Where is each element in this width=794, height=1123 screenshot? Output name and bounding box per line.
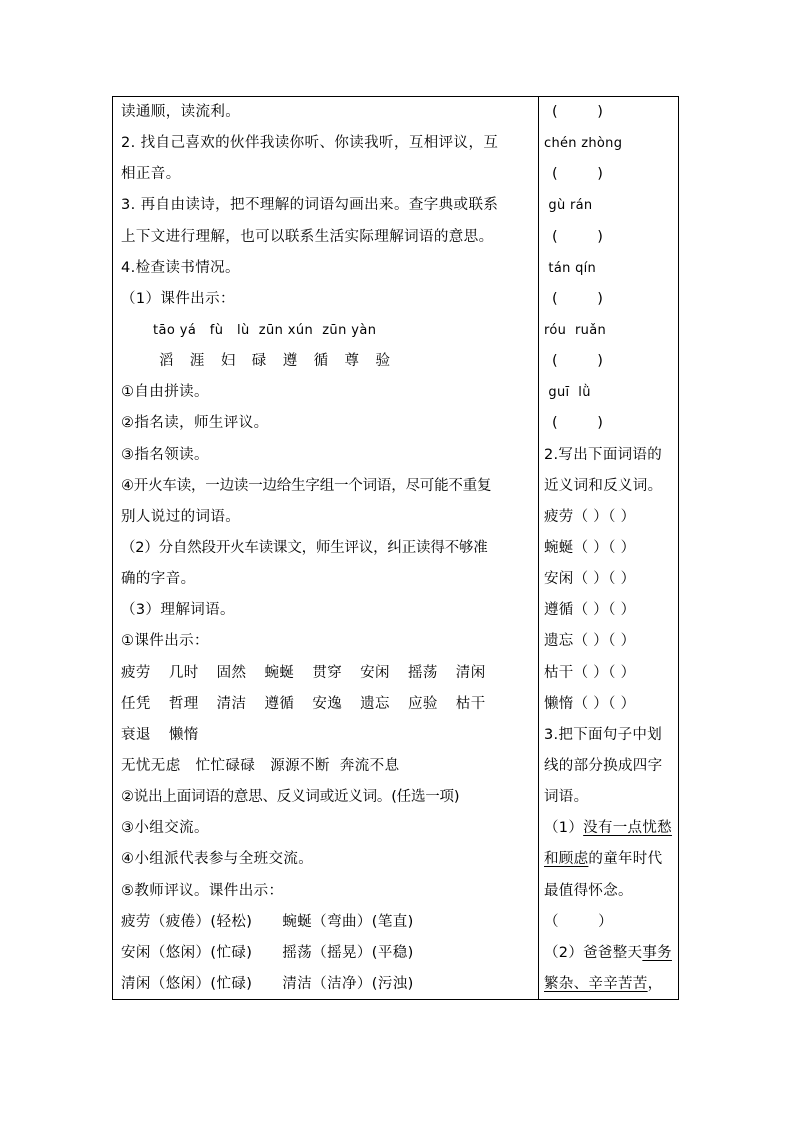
word: 衰退 (121, 726, 151, 743)
text-line: 读通顺，读流利。 (121, 104, 241, 120)
item-number: （1） (544, 820, 584, 837)
pinyin-line: tāo yá fù lù zūn xún zūn yàn (153, 322, 377, 338)
word: 固然 (216, 664, 247, 681)
word: 摇荡 (407, 664, 438, 681)
pinyin-line: gù rán (544, 198, 593, 214)
sentence-text: 的童年时代 (588, 851, 663, 868)
word: 疲劳 (121, 664, 151, 681)
character: 妇 (220, 353, 236, 370)
character: 碌 (251, 353, 267, 370)
answer-line: 疲劳（疲倦）(轻松) 蜿蜒（弯曲）(笔直) (121, 913, 414, 930)
text-line: 近义词和反义词。 (544, 477, 663, 494)
lesson-table (112, 96, 679, 1000)
underlined-text: 事务 (642, 944, 672, 961)
answer-blank: ( ) (552, 104, 604, 120)
underlined-text: 没有一点忧愁 (583, 820, 672, 837)
exercise-item: 疲劳（ ）（ ） (544, 508, 636, 525)
sentence-line (544, 813, 678, 844)
exercise-item: 遗忘（ ）（ ） (544, 633, 636, 650)
word: 清洁 (216, 695, 247, 712)
word: 贯穿 (312, 664, 343, 681)
word-list-line (121, 720, 533, 751)
exercise-item: 安闲（ ）（ ） (544, 571, 636, 588)
answer-blank: ( ) (552, 290, 604, 307)
character: 尊 (344, 353, 360, 370)
text-line: 2.写出下面词语的 (544, 446, 663, 463)
text-line: 最值得怀念。 (544, 882, 633, 899)
text-line: 3.把下面句子中划 (544, 726, 663, 743)
exercise-item: 遵循（ ）（ ） (544, 602, 636, 619)
answer-blank: ( ) (552, 166, 604, 183)
word-list-line (121, 689, 533, 720)
word: 应验 (407, 695, 438, 712)
word: 清闲 (455, 664, 486, 681)
text-line: ④小组派代表参与全班交流。 (121, 851, 314, 868)
text-line: ①自由拼读。 (121, 384, 209, 401)
text-line: ②指名读，师生评议。 (121, 415, 269, 432)
text-line: 线的部分换成四字 (544, 757, 663, 774)
text-line: （1）课件出示： (121, 290, 235, 307)
text-line: （3）理解词语。 (121, 602, 235, 619)
sentence-line (544, 844, 678, 875)
word: 蜿蜒 (264, 664, 295, 681)
underlined-text: 和顾虑 (544, 851, 589, 868)
text-line: 上下文进行理解，也可以联系生活实际理解词语的意思。 (121, 228, 494, 245)
text-line: ③小组交流。 (121, 820, 209, 837)
sentence-text: （2）爸爸整天 (544, 944, 643, 961)
characters-line (121, 346, 533, 377)
pinyin-line: tán qín (544, 260, 597, 276)
word-list-line (121, 658, 533, 689)
exercise-item: 枯干（ ）（ ） (544, 664, 636, 681)
text-line: ②说出上面词语的意思、反义词或近义词。(任选一项) (121, 789, 460, 806)
underlined-text: 繁杂、辛辛苦苦 (544, 975, 648, 992)
answer-blank: ( ) (552, 415, 604, 432)
answer-line: 安闲（悠闲）(忙碌) 摇荡（摇晃）(平稳) (121, 944, 414, 961)
text-line: ③指名领读。 (121, 446, 209, 463)
column-divider (538, 97, 539, 999)
word: 懒惰 (168, 726, 199, 743)
answer-blank: （ ） (544, 913, 613, 930)
word: 遵循 (264, 695, 295, 712)
word: 遗忘 (360, 695, 390, 712)
teaching-process-column (121, 97, 533, 1000)
text-line: ④开火车读，一边读一边给生字组一个词语，尽可能不重复 (121, 477, 492, 494)
character: 验 (375, 353, 391, 370)
word: 安逸 (312, 695, 343, 712)
exercise-column (544, 97, 678, 1000)
text-line: 相正音。 (121, 166, 181, 183)
character: 循 (313, 353, 329, 370)
word: 枯干 (455, 695, 486, 712)
character: 涯 (189, 353, 205, 370)
text-line: ①课件出示： (121, 633, 209, 650)
idiom-line: 无忧无虑 忙忙碌碌 源源不断 奔流不息 (121, 757, 400, 774)
character: 遵 (282, 353, 298, 370)
word: 哲理 (168, 695, 199, 712)
text-line: ⑤教师评议。课件出示： (121, 882, 284, 899)
word: 任凭 (121, 695, 151, 712)
sentence-line (544, 969, 678, 1000)
word: 几时 (168, 664, 199, 681)
answer-blank: ( ) (552, 228, 604, 245)
character: 滔 (159, 353, 174, 370)
sentence-line (544, 938, 678, 969)
text-line: 2. 找自己喜欢的伙伴我读你听、你读我听，互相评议，互 (121, 135, 499, 152)
pinyin-line: chén zhòng (544, 136, 623, 152)
answer-blank: ( ) (552, 353, 604, 370)
text-line: 3. 再自由读诗，把不理解的词语勾画出来。查字典或联系 (121, 197, 499, 214)
text-line: 别人说过的词语。 (121, 508, 241, 525)
text-line: 确的字音。 (121, 571, 196, 588)
pinyin-line: róu ruǎn (544, 322, 607, 338)
word: 安闲 (360, 664, 390, 681)
pinyin-line: guī lǜ (544, 385, 591, 401)
text-line: （2）分自然段开火车读课文，师生评议，纠正读得不够准 (121, 539, 488, 556)
text-line: 4.检查读书情况。 (121, 259, 240, 276)
exercise-item: 蜿蜒（ ）（ ） (544, 539, 636, 556)
sentence-text: ， (647, 975, 663, 992)
text-line: 词语。 (544, 789, 589, 806)
exercise-item: 懒惰（ ）（ ） (544, 695, 636, 712)
answer-line: 清闲（悠闲）(忙碌) 清洁（洁净）(污浊) (121, 975, 414, 992)
